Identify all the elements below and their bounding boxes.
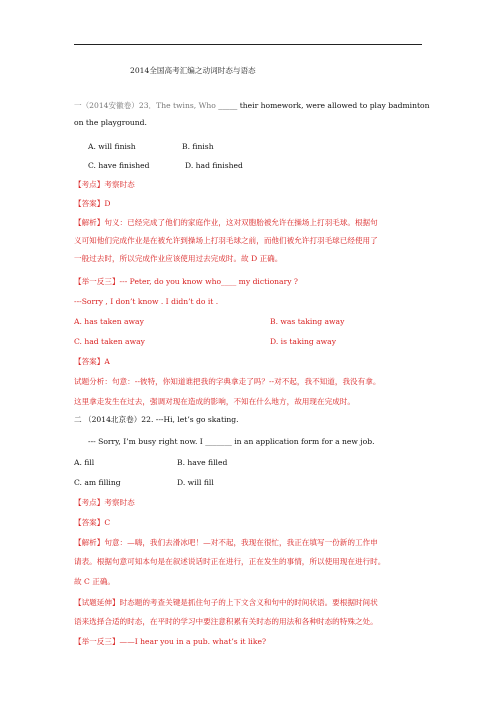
explanation-2-line3: 故 C 正确。 [74, 577, 116, 586]
explanation-2-line2: 请表。根据句意可知本句是在叙述说话时正在进行，正在发生的事情，所以使用现在进行时。 [74, 557, 386, 566]
explanation-1-line3: 一般过去时，所以完成作业应该使用过去完成时。故 D 正确。 [74, 254, 283, 263]
q2-option-row-1 [74, 458, 228, 468]
extension-note-line2: 语来选择合适的时态，在平时的学习中要注意积累有关时态的用法和各种时态的特殊之处。 [74, 617, 378, 626]
analysis-1-line2: 这里拿走发生在过去，强调对现在造成的影响，不知在什么地方，故用现在完成时。 [74, 397, 355, 406]
extension-option-row-2 [74, 337, 337, 347]
option-d: D. had finished [185, 161, 243, 170]
q2-option-d: D. will fill [177, 478, 214, 487]
header-rule [74, 44, 422, 45]
answer-1: 【答案】D [74, 199, 111, 208]
answer-2: 【答案】C [74, 518, 111, 527]
extension-note-line1: 【试题延伸】时态题的考查关键是抓住句子的上下文含义和句中的时间状语。要根据时间状 [74, 598, 378, 607]
document-title: 2014全国高考汇编之动词时态与语态 [130, 66, 256, 75]
extension-question-1: 【举一反三】--- Peter, do you know who____ my dictionary ? [74, 277, 298, 286]
option-a: A. will finish [88, 142, 136, 151]
extension-answer-1: 【答案】A [74, 357, 110, 366]
extension-question-1-reply: ---Sorry , I don’t know . I didn’t do it . [74, 297, 219, 306]
question-1-rest: their homework, were allowed to play badminton [239, 101, 430, 110]
q2-option-b: B. have filled [177, 458, 228, 467]
explanation-1-line2: 义可知他们完成作业是在被允许到操场上打羽毛球之前，而他们被允许打羽毛球已经使用了 [74, 236, 378, 245]
question-2-prefix: 二 （2014北京卷）22. ---Hi, let’s go skating. [74, 415, 239, 424]
question-2-line2: --- Sorry, I’m busy right now. I _______ in an application form for a new job. [88, 437, 375, 446]
question-1-prefix: 一（2014安徽卷）23．The twins, Who [74, 101, 216, 110]
kaodian-2: 【考点】考察时态 [74, 498, 135, 507]
question-1-line2: on the playground. [74, 118, 147, 127]
question-1-blank: _____ [218, 101, 238, 110]
explanation-1-line1: 【解析】句义：已经完成了他们的家庭作业，这对双胞胎被允许在操场上打羽毛球。根据句 [74, 218, 378, 227]
option-row-1 [88, 142, 214, 152]
question-2 [74, 415, 239, 425]
extension-option-b: B. was taking away [270, 317, 345, 326]
extension-option-c: C. had taken away [74, 337, 145, 346]
extension-option-d: D. is taking away [270, 337, 337, 346]
option-c: C. have finished [88, 161, 150, 170]
question-1 [74, 101, 430, 111]
option-row-2 [88, 161, 243, 171]
kaodian-1: 【考点】考察时态 [74, 180, 135, 189]
extension-option-a: A. has taken away [74, 317, 144, 326]
extension-option-row-1 [74, 317, 345, 327]
q2-option-row-2 [74, 478, 214, 488]
option-b: B. finish [182, 142, 214, 151]
extension-question-2: 【举一反三】——I hear you in a pub. what’s it like? [74, 637, 267, 646]
explanation-2-line1: 【解析】句意：—嗨，我们去滑冰吧！—对不起，我现在很忙，我正在填写一份新的工作申 [74, 538, 378, 547]
q2-option-a: A. fill [74, 458, 95, 467]
q2-option-c: C. am filling [74, 478, 121, 487]
analysis-1-line1: 试题分析：句意：--彼特，你知道谁把我的字典拿走了吗？--对不起，我不知道，我没有拿。 [74, 377, 381, 386]
